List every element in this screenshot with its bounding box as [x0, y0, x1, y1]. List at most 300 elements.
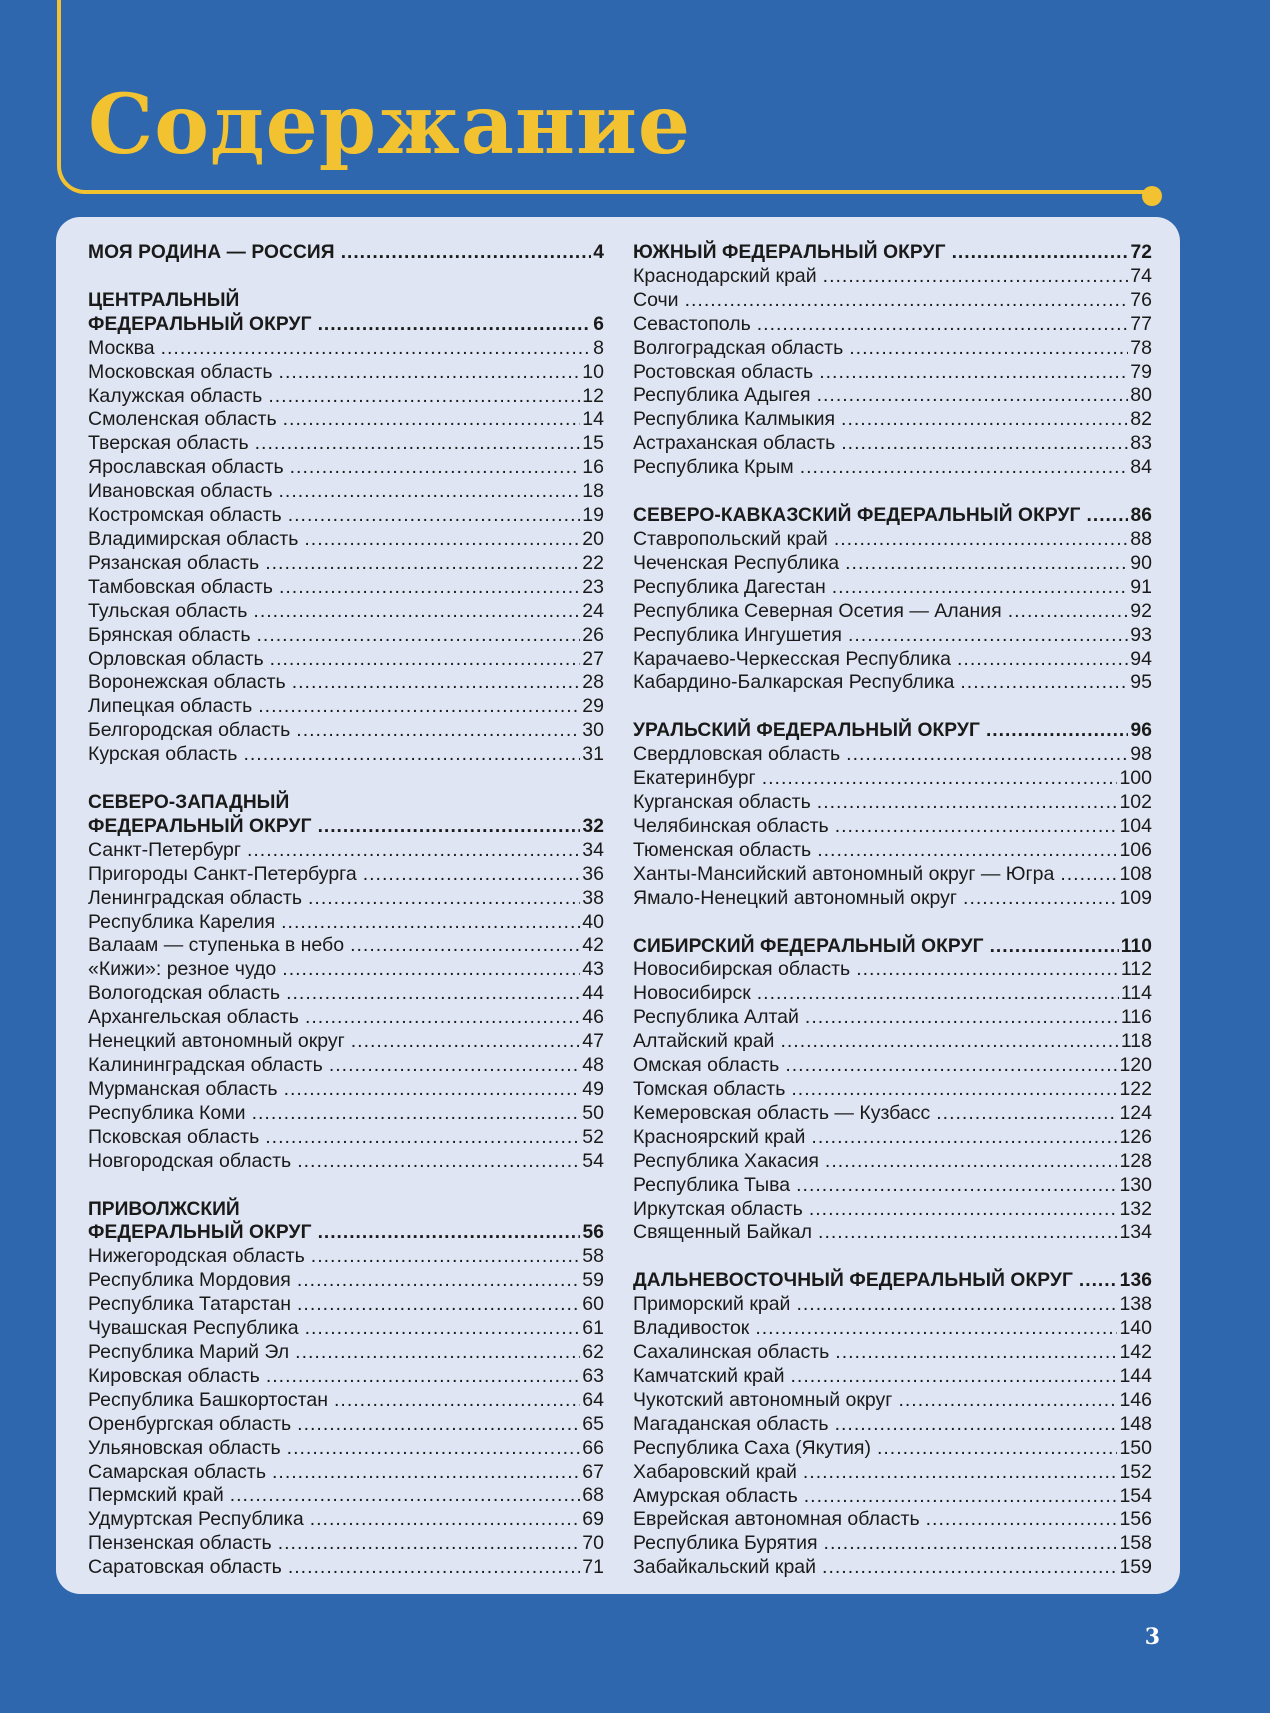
dot-leader: [350, 934, 580, 958]
toc-entry-label: Камчатский край: [633, 1364, 785, 1387]
toc-entry-label: Ярославская область: [88, 456, 284, 479]
dot-leader: [253, 600, 580, 624]
toc-entry-label: Чеченская Республика: [633, 551, 840, 574]
dot-leader: [256, 624, 580, 648]
dot-leader: [286, 982, 580, 1006]
dot-leader: [791, 1365, 1118, 1389]
dot-leader: [824, 1532, 1118, 1556]
section-title: [633, 504, 1152, 528]
toc-entry-label: Самарская область: [88, 1460, 266, 1483]
toc-entry-page: 47: [582, 1030, 604, 1053]
toc-entry-label: Республика Адыгея: [633, 384, 811, 407]
toc-entry-label: Оренбургская область: [88, 1412, 292, 1435]
toc-entry: [633, 1006, 1152, 1030]
toc-entry-page: 8: [593, 336, 604, 359]
toc-entry-label: Чувашская Республика: [88, 1317, 299, 1340]
toc-entry: [88, 958, 604, 982]
toc-entry-page: 148: [1119, 1412, 1152, 1435]
dot-leader: [823, 265, 1129, 289]
toc-entry-page: 138: [1119, 1293, 1152, 1316]
toc-entry-label: Курская область: [88, 743, 238, 766]
toc-entry-page: 146: [1119, 1388, 1152, 1411]
toc-entry-page: 68: [582, 1484, 604, 1507]
toc-entry: [633, 361, 1152, 385]
toc-entry-label: Республика Карелия: [88, 910, 276, 933]
toc-entry: [88, 1293, 604, 1317]
toc-entry: [88, 456, 604, 480]
dot-leader: [952, 241, 1129, 265]
toc-entry-label: Ханты-Мансийский автономный округ — Югра: [633, 862, 1055, 885]
toc-entry-page: 79: [1130, 360, 1152, 383]
toc-entry-label: Республика Ингушетия: [633, 623, 842, 646]
toc-entry-label: Ненецкий автономный округ: [88, 1030, 345, 1053]
toc-entry-page: 63: [582, 1364, 604, 1387]
dot-leader: [809, 1198, 1118, 1222]
section-title-label: УРАЛЬСКИЙ ФЕДЕРАЛЬНЫЙ ОКРУГ: [633, 720, 980, 742]
toc-entry: [633, 1198, 1152, 1222]
toc-entry-label: Костромская область: [88, 504, 282, 527]
section-title-label: ЮЖНЫЙ ФЕДЕРАЛЬНЫЙ ОКРУГ: [633, 242, 946, 263]
toc-entry-page: 156: [1119, 1508, 1152, 1531]
toc-entry: [88, 432, 604, 456]
dot-leader: [785, 1054, 1117, 1078]
toc-entry: [633, 1532, 1152, 1556]
dot-leader: [351, 1030, 581, 1054]
toc-entry-label: Республика Татарстан: [88, 1293, 291, 1316]
toc-entry: [88, 1245, 604, 1269]
toc-entry: [633, 265, 1152, 289]
toc-entry-page: 144: [1119, 1364, 1152, 1387]
toc-entry-page: 27: [582, 647, 604, 670]
toc-entry-label: Владимирская область: [88, 527, 299, 550]
dot-leader: [819, 361, 1128, 385]
section-title: [88, 815, 604, 839]
toc-column-left: [88, 241, 604, 1594]
dot-leader: [279, 361, 581, 385]
toc-entry-page: 83: [1130, 432, 1152, 455]
toc-entry-label: Пензенская область: [88, 1532, 272, 1555]
toc-entry-label: Республика Алтай: [633, 1006, 799, 1029]
dot-leader: [936, 1102, 1117, 1126]
page-number: 3: [1144, 1624, 1160, 1650]
toc-entry-label: Нижегородская область: [88, 1245, 305, 1268]
toc-entry: [88, 408, 604, 432]
toc-entry: [88, 1532, 604, 1556]
toc-entry-label: Тюменская область: [633, 838, 812, 861]
toc-entry: [88, 1054, 604, 1078]
toc-section: [633, 504, 1152, 695]
toc-entry-label: Республика Крым: [633, 456, 794, 479]
toc-entry-label: Московская область: [88, 360, 273, 383]
section-title-label: МОЯ РОДИНА — РОССИЯ: [88, 242, 335, 263]
toc-entry-label: Брянская область: [88, 623, 251, 646]
toc-entry-label: Республика Хакасия: [633, 1149, 819, 1172]
toc-entry: [633, 1030, 1152, 1054]
toc-entry-page: 77: [1130, 312, 1152, 335]
toc-entry: [88, 1413, 604, 1437]
dot-leader: [247, 839, 580, 863]
toc-entry-label: Кировская область: [88, 1364, 260, 1387]
section-page-number: 110: [1120, 935, 1152, 957]
toc-entry: [633, 1437, 1152, 1461]
section-title: [633, 935, 1152, 959]
toc-entry: [88, 528, 604, 552]
toc-entry-label: Ставропольский край: [633, 527, 828, 550]
dot-leader: [835, 815, 1118, 839]
toc-entry-label: Волгоградская область: [633, 336, 844, 359]
dot-leader: [841, 408, 1128, 432]
dot-leader: [230, 1484, 581, 1508]
dot-leader: [818, 1221, 1117, 1245]
toc-entry: [88, 911, 604, 935]
toc-entry-label: Республика Мордовия: [88, 1269, 291, 1292]
toc-entry-page: 132: [1119, 1197, 1152, 1220]
dot-leader: [963, 887, 1117, 911]
toc-entry: [633, 1293, 1152, 1317]
toc-entry-label: Тульская область: [88, 599, 248, 622]
toc-entry: [88, 624, 604, 648]
dot-leader: [898, 1389, 1117, 1413]
toc-entry-page: 71: [582, 1556, 604, 1579]
section-title-line: ЦЕНТРАЛЬНЫЙ: [88, 289, 240, 311]
toc-entry: [633, 1126, 1152, 1150]
toc-entry-page: 31: [582, 743, 604, 766]
toc-entry-page: 88: [1130, 527, 1152, 550]
toc-entry-page: 78: [1130, 336, 1152, 359]
toc-entry-page: 134: [1119, 1221, 1152, 1244]
toc-entry-page: 12: [582, 384, 604, 407]
dot-leader: [856, 958, 1119, 982]
toc-entry-page: 140: [1119, 1317, 1152, 1340]
toc-entry-label: Краснодарский край: [633, 264, 817, 287]
dot-leader: [757, 313, 1129, 337]
toc-entry-label: Смоленская область: [88, 408, 277, 431]
toc-entry-label: Удмуртская Республика: [88, 1508, 304, 1531]
dot-leader: [926, 1508, 1118, 1532]
toc-entry-page: 109: [1119, 886, 1152, 909]
toc-entry-page: 26: [582, 623, 604, 646]
section-page-number: 86: [1130, 505, 1152, 527]
toc-entry-page: 102: [1119, 791, 1152, 814]
dot-leader: [311, 1245, 581, 1269]
dot-leader: [292, 671, 581, 695]
toc-entry: [633, 289, 1152, 313]
toc-entry: [633, 1221, 1152, 1245]
dot-leader: [846, 743, 1128, 767]
toc-entry: [633, 1389, 1152, 1413]
dot-leader: [288, 1556, 580, 1580]
dot-leader: [296, 719, 580, 743]
dot-leader: [877, 1437, 1118, 1461]
toc-entry-page: 34: [582, 838, 604, 861]
toc-entry-page: 74: [1130, 264, 1152, 287]
toc-section: [633, 719, 1152, 910]
toc-entry-page: 14: [582, 408, 604, 431]
toc-entry-label: Новосибирск: [633, 982, 751, 1005]
toc-entry-label: Тамбовская область: [88, 575, 273, 598]
toc-entry: [88, 982, 604, 1006]
toc-entry-page: 91: [1130, 575, 1152, 598]
toc-entry-label: Республика Тыва: [633, 1173, 791, 1196]
toc-entry-page: 36: [582, 862, 604, 885]
dot-leader: [329, 1054, 580, 1078]
section-title-label: ДАЛЬНЕВОСТОЧНЫЙ ФЕДЕРАЛЬНЫЙ ОКРУГ: [633, 1270, 1073, 1292]
toc-entry-page: 154: [1119, 1484, 1152, 1507]
toc-entry-label: Новгородская область: [88, 1149, 292, 1172]
dot-leader: [318, 313, 592, 337]
dot-leader: [835, 1341, 1117, 1365]
toc-entry-page: 92: [1130, 599, 1152, 622]
toc-entry-label: Карачаево-Черкесская Республика: [633, 647, 951, 670]
toc-entry-label: Красноярский край: [633, 1125, 806, 1148]
toc-entry-page: 43: [582, 958, 604, 981]
toc-entry: [633, 1461, 1152, 1485]
toc-entry-label: Астраханская область: [633, 432, 836, 455]
toc-entry-label: Ленинградская область: [88, 886, 302, 909]
toc-entry-page: 93: [1130, 623, 1152, 646]
toc-entry: [633, 528, 1152, 552]
dot-leader: [990, 935, 1119, 959]
toc-entry: [88, 1508, 604, 1532]
toc-entry-label: Свердловская область: [633, 743, 841, 766]
section-title: [633, 1269, 1152, 1293]
toc-entry: [633, 982, 1152, 1006]
dot-leader: [283, 408, 581, 432]
toc-entry-label: Пермский край: [88, 1484, 224, 1507]
toc-entry-label: Иркутская область: [633, 1197, 803, 1220]
toc-entry-page: 142: [1119, 1341, 1152, 1364]
toc-column-right: [633, 241, 1152, 1594]
toc-entry: [88, 361, 604, 385]
dot-leader: [265, 552, 580, 576]
dot-leader: [780, 1030, 1118, 1054]
toc-entry: [88, 1461, 604, 1485]
toc-entry-label: Архангельская область: [88, 1006, 299, 1029]
dot-leader: [290, 456, 581, 480]
dot-leader: [845, 552, 1128, 576]
toc-entry-label: Мурманская область: [88, 1077, 278, 1100]
toc-entry-label: Ульяновская область: [88, 1436, 281, 1459]
dot-leader: [284, 1078, 581, 1102]
dot-leader: [825, 1150, 1118, 1174]
toc-entry-label: Екатеринбург: [633, 767, 756, 790]
section-title-label: ФЕДЕРАЛЬНЫЙ ОКРУГ: [88, 1222, 312, 1244]
toc-entry-page: 69: [582, 1508, 604, 1531]
dot-leader: [1060, 863, 1117, 887]
toc-entry-page: 98: [1130, 743, 1152, 766]
dot-leader: [803, 1461, 1118, 1485]
toc-entry: [633, 743, 1152, 767]
toc-entry-page: 28: [582, 671, 604, 694]
toc-entry-page: 10: [582, 360, 604, 383]
toc-entry: [88, 337, 604, 361]
toc-entry-label: Священный Байкал: [633, 1221, 813, 1244]
toc-entry: [633, 839, 1152, 863]
dot-leader: [281, 911, 580, 935]
toc-section: [633, 935, 1152, 1246]
toc-entry-page: 16: [582, 456, 604, 479]
dot-leader: [305, 1317, 581, 1341]
toc-entry-label: Воронежская область: [88, 671, 286, 694]
toc-entry-label: Забайкальский край: [633, 1556, 817, 1579]
dot-leader: [279, 480, 581, 504]
toc-entry: [633, 1365, 1152, 1389]
section-page-number: 96: [1130, 720, 1152, 742]
dot-leader: [318, 1221, 581, 1245]
toc-entry-page: 49: [582, 1077, 604, 1100]
toc-entry-page: 90: [1130, 551, 1152, 574]
toc-entry: [88, 839, 604, 863]
toc-entry: [633, 1054, 1152, 1078]
toc-entry: [633, 791, 1152, 815]
toc-entry: [633, 313, 1152, 337]
toc-entry-label: Томская область: [633, 1078, 786, 1100]
toc-entry-page: 54: [582, 1149, 604, 1172]
dot-leader: [282, 958, 580, 982]
toc-entry: [633, 384, 1152, 408]
toc-entry: [633, 408, 1152, 432]
toc-entry-label: Новосибирская область: [633, 958, 851, 981]
toc-entry-page: 61: [582, 1317, 604, 1340]
dot-leader: [297, 1413, 580, 1437]
toc-entry-page: 38: [582, 886, 604, 909]
dot-leader: [318, 815, 581, 839]
toc-entry: [88, 695, 604, 719]
dot-leader: [334, 1389, 580, 1413]
toc-entry-page: 112: [1120, 958, 1152, 981]
toc-entry-label: Республика Дагестан: [633, 575, 826, 598]
dot-leader: [957, 648, 1128, 672]
toc-entry-page: 116: [1120, 1006, 1152, 1029]
dot-leader: [755, 1317, 1117, 1341]
dot-leader: [796, 1293, 1117, 1317]
dot-leader: [817, 839, 1117, 863]
page-title: Содержание: [88, 77, 692, 173]
dot-leader: [295, 1341, 580, 1365]
toc-entry-page: 124: [1119, 1101, 1152, 1124]
dot-leader: [308, 887, 580, 911]
toc-entry-page: 66: [582, 1436, 604, 1459]
toc-entry: [88, 671, 604, 695]
dot-leader: [762, 767, 1118, 791]
toc-entry: [633, 432, 1152, 456]
dot-leader: [1079, 1269, 1118, 1293]
toc-entry-page: 82: [1130, 408, 1152, 431]
toc-entry-page: 84: [1130, 456, 1152, 479]
dot-leader: [841, 432, 1128, 456]
toc-entry: [88, 1269, 604, 1293]
toc-entry: [633, 1508, 1152, 1532]
toc-entry-page: 60: [582, 1293, 604, 1316]
toc-entry-label: Республика Калмыкия: [633, 408, 836, 431]
section-page-number: 6: [593, 313, 604, 335]
toc-entry-label: Белгородская область: [88, 719, 291, 742]
toc-entry-page: 120: [1119, 1054, 1152, 1077]
toc-entry: [633, 671, 1152, 695]
toc-entry-label: Ивановская область: [88, 480, 273, 503]
dot-leader: [287, 1437, 581, 1461]
toc-entry-label: Кемеровская область — Кузбасс: [633, 1101, 931, 1124]
toc-entry-page: 22: [582, 551, 604, 574]
toc-entry-page: 70: [582, 1532, 604, 1555]
toc-entry: [88, 1006, 604, 1030]
dot-leader: [757, 982, 1119, 1006]
toc-entry-label: Вологодская область: [88, 982, 281, 1005]
toc-entry: [633, 1150, 1152, 1174]
toc-entry: [88, 1102, 604, 1126]
toc-entry: [633, 1413, 1152, 1437]
toc-entry-page: 64: [582, 1388, 604, 1411]
dot-leader: [804, 1485, 1118, 1509]
toc-entry-page: 20: [582, 527, 604, 550]
toc-entry-label: Омская область: [633, 1054, 780, 1077]
toc-entry-page: 18: [582, 480, 604, 503]
toc-entry-page: 158: [1119, 1532, 1152, 1555]
toc-entry: [633, 337, 1152, 361]
toc-entry-label: Владивосток: [633, 1317, 750, 1340]
dot-leader: [817, 791, 1118, 815]
toc-entry-label: Ростовская область: [633, 360, 814, 383]
section-title-label: ФЕДЕРАЛЬНЫЙ ОКРУГ: [88, 313, 312, 335]
toc-entry-page: 24: [582, 599, 604, 622]
toc-entry-page: 42: [582, 934, 604, 957]
dot-leader: [363, 863, 581, 887]
dot-leader: [297, 1269, 580, 1293]
toc-entry-page: 19: [582, 504, 604, 527]
toc-entry: [88, 1317, 604, 1341]
toc-entry: [633, 887, 1152, 911]
toc-entry-page: 80: [1130, 384, 1152, 407]
dot-leader: [822, 1556, 1117, 1580]
toc-entry-page: 106: [1119, 838, 1152, 861]
toc-entry-label: Чукотский автономный округ: [633, 1388, 893, 1411]
section-title-label: ФЕДЕРАЛЬНЫЙ ОКРУГ: [88, 815, 312, 837]
dot-leader: [796, 1174, 1117, 1198]
toc-entry-page: 100: [1119, 767, 1152, 790]
dot-leader: [811, 1126, 1117, 1150]
toc-entry-page: 122: [1119, 1078, 1152, 1100]
dot-leader: [305, 1006, 580, 1030]
section-title-label: СИБИРСКИЙ ФЕДЕРАЛЬНЫЙ ОКРУГ: [633, 935, 984, 957]
toc-entry: [88, 934, 604, 958]
section-title: [633, 241, 1152, 265]
dot-leader: [304, 528, 580, 552]
dot-leader: [265, 1126, 580, 1150]
section-title: [633, 719, 1152, 743]
dot-leader: [161, 337, 592, 361]
toc-entry-label: Псковская область: [88, 1125, 260, 1148]
toc-entry: [633, 1317, 1152, 1341]
toc-entry: [88, 743, 604, 767]
dot-leader: [832, 576, 1129, 600]
toc-entry: [633, 767, 1152, 791]
toc-entry-page: 94: [1130, 647, 1152, 670]
dot-leader: [297, 1293, 580, 1317]
dot-leader: [685, 289, 1129, 313]
toc-entry-label: Кабардино-Балкарская Республика: [633, 671, 955, 694]
toc-entry: [633, 863, 1152, 887]
dot-leader: [341, 241, 592, 265]
toc-entry: [88, 1365, 604, 1389]
toc-entry-label: Алтайский край: [633, 1030, 775, 1053]
toc-entry-page: 23: [582, 575, 604, 598]
toc-entry-label: Орловская область: [88, 647, 264, 670]
toc-entry-page: 152: [1119, 1460, 1152, 1483]
toc-entry-page: 114: [1120, 982, 1152, 1005]
toc-entry-label: Сочи: [633, 288, 679, 311]
toc-entry: [88, 576, 604, 600]
toc-entry-page: 108: [1119, 862, 1152, 885]
